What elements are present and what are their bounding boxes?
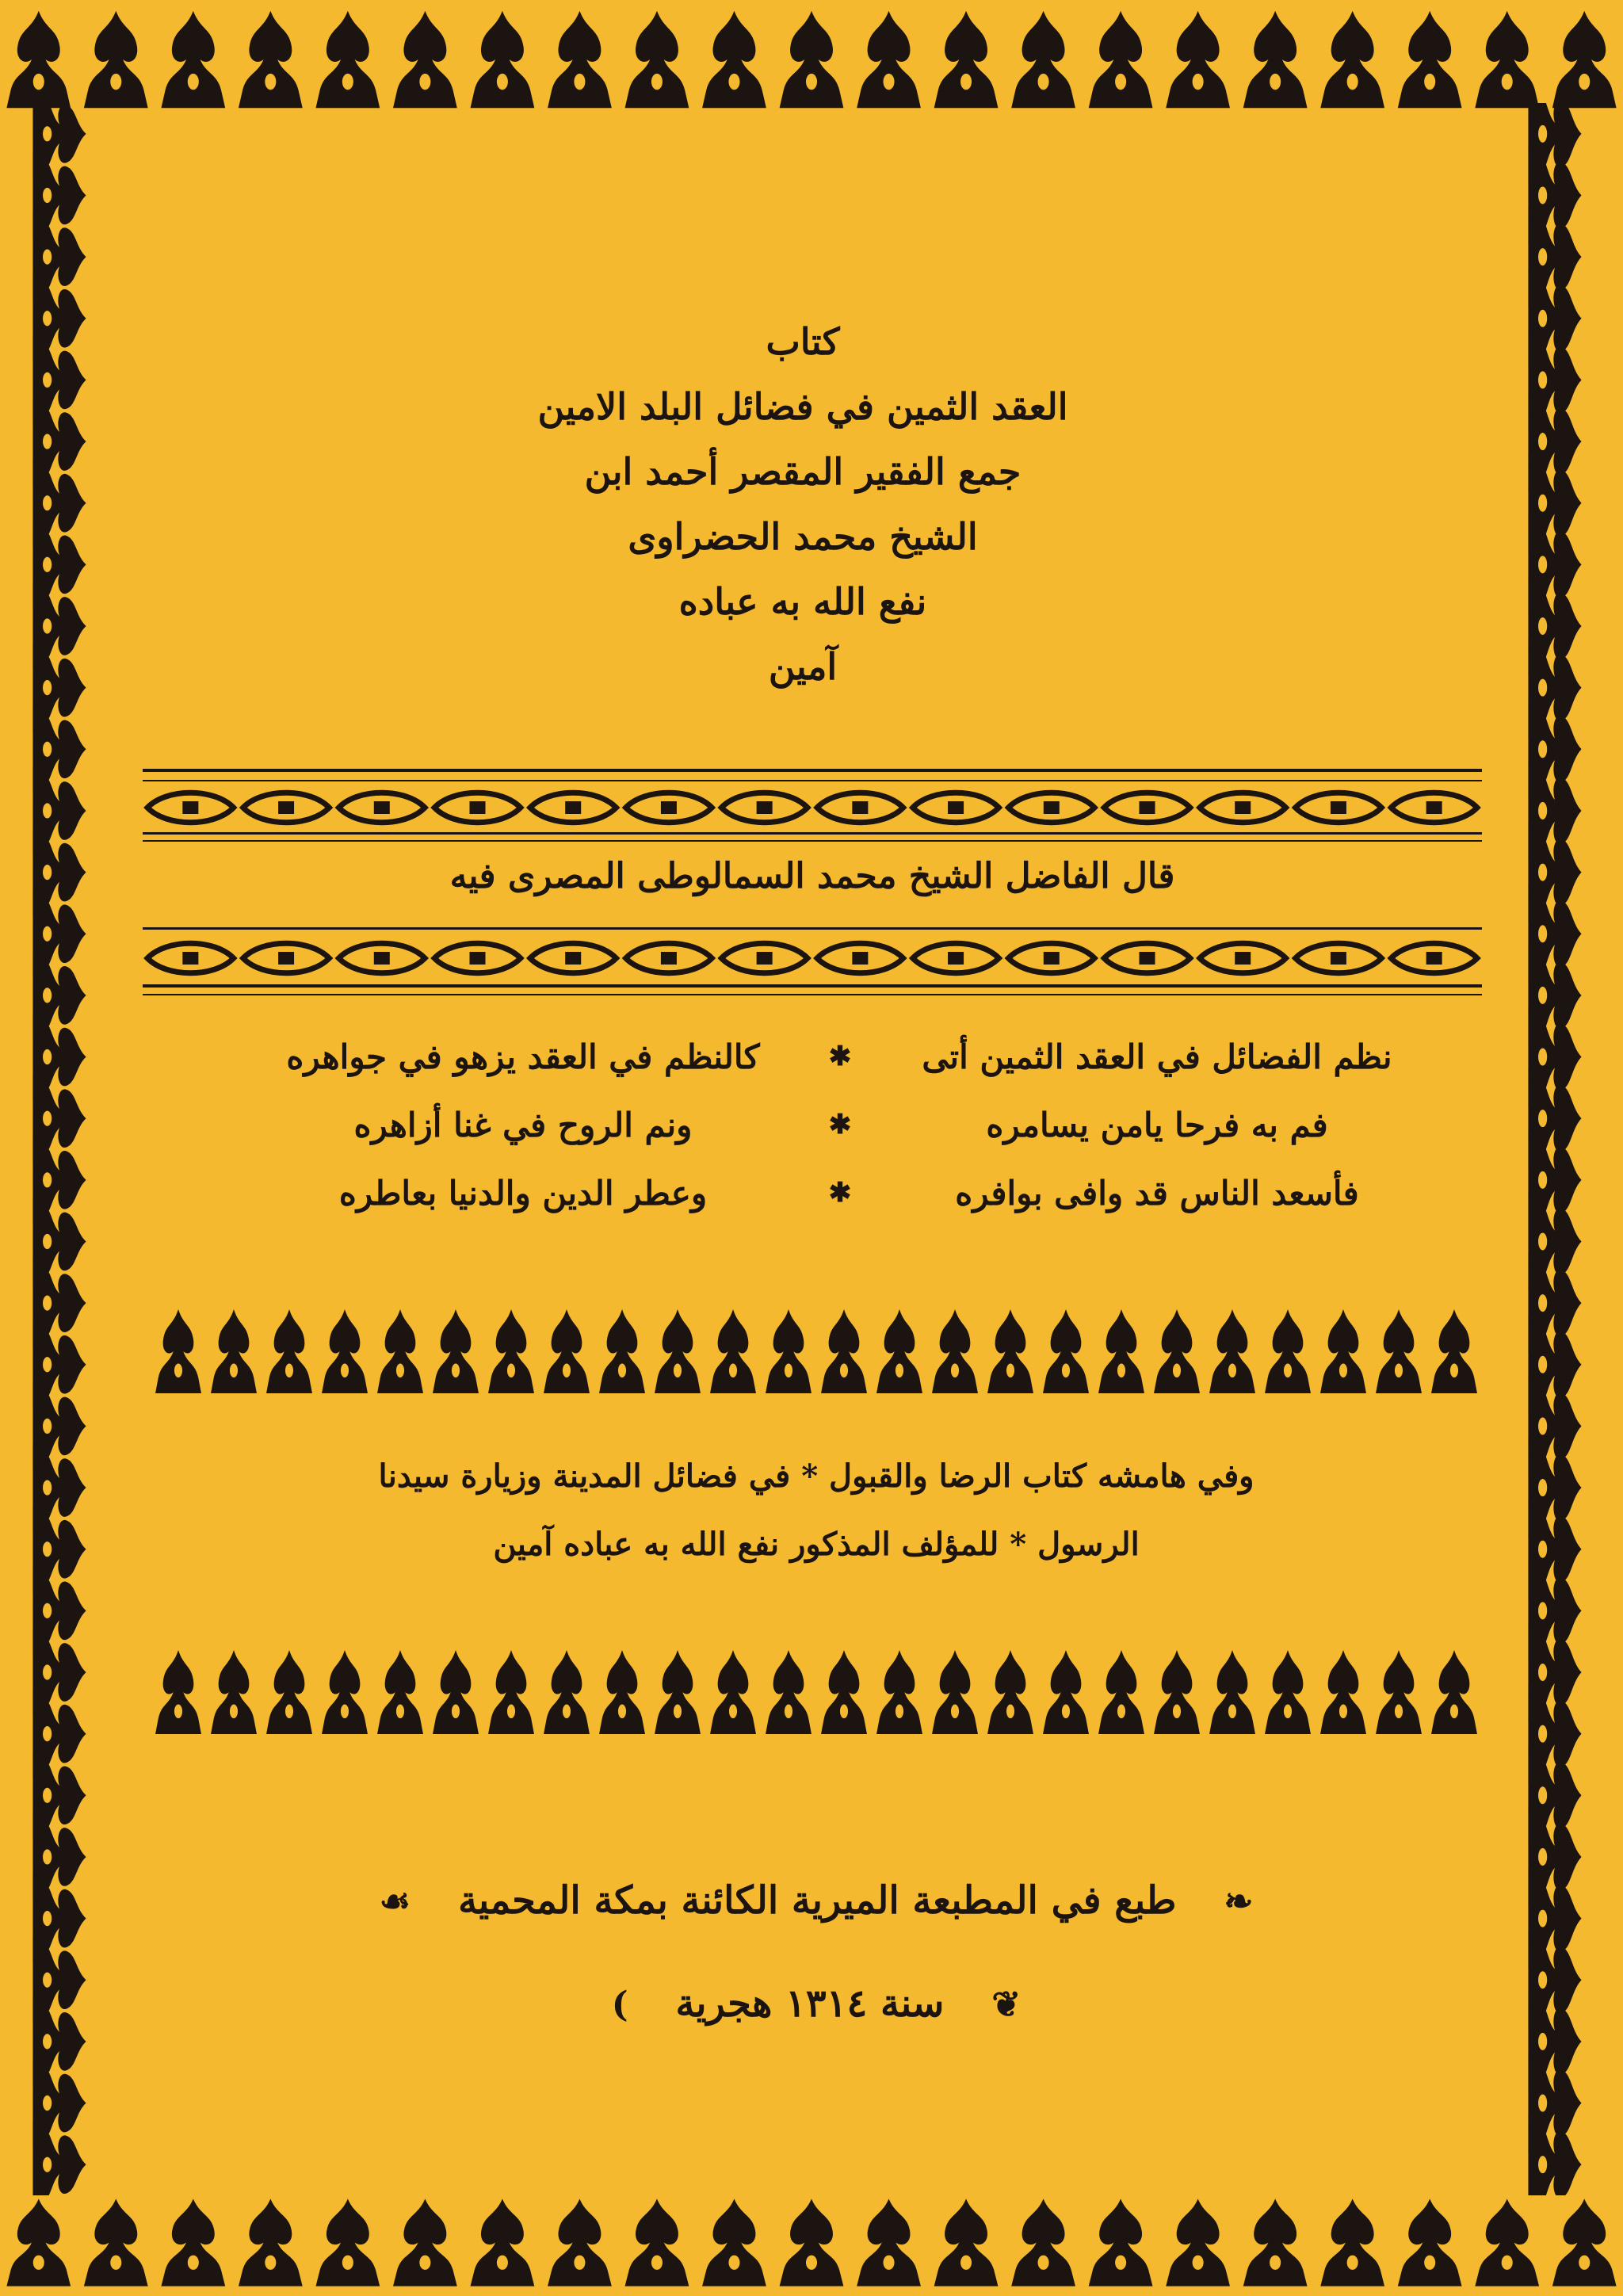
fleuron-icon (266, 1650, 312, 1734)
fleuron-icon (393, 2199, 457, 2286)
first-hemistich: نظم الفضائل في العقد الثمين أتى (922, 1037, 1392, 1076)
fleuron-icon (876, 1650, 922, 1734)
fleuron-icon (1043, 1650, 1089, 1734)
fleuron-icon (780, 2199, 844, 2286)
fleuron-icon (1475, 2199, 1539, 2286)
fleuron-icon (766, 1309, 812, 1393)
fleuron-icon (1011, 2199, 1075, 2286)
divider-rule (143, 769, 1482, 772)
fleuron-icon (1431, 1309, 1477, 1393)
fleuron-icon (6, 11, 71, 108)
fleuron-icon (1320, 1650, 1366, 1734)
fleuron-icon (239, 11, 303, 108)
bottom-border-ornament (0, 2189, 1623, 2296)
fleuron-icon (857, 11, 921, 108)
interlace-band-ornament (143, 785, 1482, 831)
fleuron-icon (1552, 2199, 1617, 2286)
fleuron-icon (488, 1650, 534, 1734)
second-hemistich: ونم الروح في غنا أزاهره (353, 1105, 693, 1144)
flourish-icon: ❦ (991, 1985, 1022, 2025)
fleuron-icon (1320, 2199, 1384, 2286)
fleuron-icon (1398, 2199, 1462, 2286)
fleuron-icon (544, 1309, 590, 1393)
fleuron-icon (32, 2121, 86, 2195)
printer-imprint (198, 1878, 1434, 1923)
fleuron-icon (161, 2199, 225, 2286)
fleuron-icon (1376, 1309, 1422, 1393)
divider-rule (143, 840, 1482, 842)
fleuron-icon (710, 1309, 756, 1393)
second-hemistich: وعطر الدين والدنيا بعاطره (338, 1173, 708, 1213)
fleuron-icon (548, 11, 612, 108)
fleuron-icon (599, 1650, 645, 1734)
fleuron-row-ornament (151, 1641, 1482, 1744)
fleuron-icon (655, 1650, 701, 1734)
fleuron-icon (1089, 11, 1153, 108)
year-text: سنة ١٣١٤ هجرية (675, 1981, 945, 2026)
fleuron-icon (1243, 2199, 1308, 2286)
title-line: جمع الفقير المقصر أحمد ابن (584, 450, 1022, 493)
fleuron-icon (1166, 2199, 1230, 2286)
fleuron-icon (857, 2199, 921, 2286)
fleuron-icon (1376, 1650, 1422, 1734)
fleuron-row-ornament (151, 1300, 1482, 1403)
title-line: آمين (768, 645, 838, 688)
fleuron-icon (315, 11, 380, 108)
margin-note (198, 1442, 1434, 1579)
fleuron-icon (1398, 11, 1462, 108)
fleuron-icon (1320, 1309, 1366, 1393)
fleuron-icon (702, 11, 766, 108)
fleuron-icon (433, 1650, 479, 1734)
fleuron-icon (471, 2199, 535, 2286)
margin-note-line: الرسول * للمؤلف المذكور نفع الله به عباده آمين (493, 1526, 1140, 1563)
fleuron-icon (821, 1309, 867, 1393)
fleuron-icon (934, 11, 999, 108)
fleuron-icon (1320, 11, 1384, 108)
fleuron-icon (84, 11, 148, 108)
fleuron-icon (84, 2199, 148, 2286)
verse-row (246, 1022, 1434, 1091)
fleuron-icon (155, 1309, 201, 1393)
fleuron-icon (239, 2199, 303, 2286)
fleuron-icon (876, 1309, 922, 1393)
left-border-ornament (0, 103, 119, 2195)
divider-rule (143, 780, 1482, 781)
fleuron-icon (1265, 1650, 1311, 1734)
top-border-ornament (0, 0, 1623, 119)
fleuron-icon (766, 1650, 812, 1734)
fleuron-icon (821, 1650, 867, 1734)
flourish-icon: ☙ (379, 1881, 411, 1922)
fleuron-icon (1209, 1309, 1255, 1393)
verse-separator-icon: ✱ (828, 1177, 852, 1209)
fleuron-icon (1098, 1650, 1144, 1734)
book-title-block (357, 309, 1249, 699)
divider-rule (143, 984, 1482, 988)
fleuron-icon (1243, 11, 1308, 108)
fleuron-icon (1098, 1309, 1144, 1393)
fleuron-icon (1209, 1650, 1255, 1734)
interlace-band-ornament (143, 935, 1482, 981)
title-line: الشيخ محمد الحضراوى (628, 515, 978, 558)
fleuron-icon (393, 11, 457, 108)
fleuron-icon (322, 1650, 368, 1734)
fleuron-icon (1154, 1650, 1200, 1734)
second-hemistich: كالنظم في العقد يزهو في جواهره (286, 1037, 760, 1076)
flourish-icon: ❧ (1224, 1881, 1254, 1922)
first-hemistich: فأسعد الناس قد وافى بوافره (955, 1173, 1359, 1213)
eulogy-attribution: قال الفاضل الشيخ محمد السمالوطى المصرى فيه (449, 856, 1175, 896)
fleuron-icon (655, 1309, 701, 1393)
imprint-text: طبع في المطبعة الميرية الكائنة بمكة المحمية (458, 1878, 1177, 1923)
divider-rule (143, 927, 1482, 930)
fleuron-icon (1166, 11, 1230, 108)
fleuron-icon (377, 1309, 423, 1393)
fleuron-icon (625, 11, 689, 108)
fleuron-icon (987, 1650, 1033, 1734)
verse-separator-icon: ✱ (828, 1109, 852, 1140)
right-border-ornament (1487, 103, 1623, 2195)
fleuron-icon (1089, 2199, 1153, 2286)
fleuron-icon (433, 1309, 479, 1393)
fleuron-icon (322, 1309, 368, 1393)
fleuron-icon (1011, 11, 1075, 108)
margin-note-line: وفي هامشه كتاب الرضا والقبول * في فضائل المدينة وزيارة سيدنا (378, 1457, 1254, 1495)
fleuron-icon (315, 2199, 380, 2286)
fleuron-icon (1552, 11, 1617, 108)
fleuron-icon (377, 1650, 423, 1734)
page-body (119, 119, 1487, 2189)
divider-rule (143, 994, 1482, 995)
title-line: كتاب (766, 320, 840, 363)
fleuron-icon (599, 1309, 645, 1393)
fleuron-icon (161, 11, 225, 108)
fleuron-icon (548, 2199, 612, 2286)
fleuron-icon (1043, 1309, 1089, 1393)
fleuron-icon (1475, 11, 1539, 108)
fleuron-icon (488, 1309, 534, 1393)
fleuron-icon (266, 1309, 312, 1393)
fleuron-icon (780, 11, 844, 108)
verse-row (246, 1159, 1434, 1227)
fleuron-icon (1154, 1309, 1200, 1393)
publication-year (198, 1981, 1434, 2026)
fleuron-icon (625, 2199, 689, 2286)
fleuron-icon (1265, 1309, 1311, 1393)
fleuron-icon (934, 2199, 999, 2286)
fleuron-icon (932, 1309, 978, 1393)
verse-row (246, 1091, 1434, 1159)
fleuron-icon (710, 1650, 756, 1734)
first-hemistich: فم به فرحا يامن يسامره (986, 1105, 1328, 1144)
fleuron-icon (211, 1650, 257, 1734)
fleuron-icon (211, 1309, 257, 1393)
fleuron-icon (987, 1309, 1033, 1393)
fleuron-icon (544, 1650, 590, 1734)
fleuron-icon (471, 11, 535, 108)
fleuron-icon (1431, 1650, 1477, 1734)
fleuron-icon (6, 2199, 71, 2286)
fleuron-icon (155, 1650, 201, 1734)
title-line: العقد الثمين في فضائل البلد الامين (537, 385, 1068, 428)
divider-rule (143, 832, 1482, 835)
fleuron-icon (702, 2199, 766, 2286)
poem-verses (246, 1022, 1434, 1227)
title-line: نفع الله به عباده (678, 580, 927, 623)
flourish-icon: ) (611, 1985, 628, 2025)
fleuron-icon (932, 1650, 978, 1734)
verse-separator-icon: ✱ (828, 1041, 852, 1072)
